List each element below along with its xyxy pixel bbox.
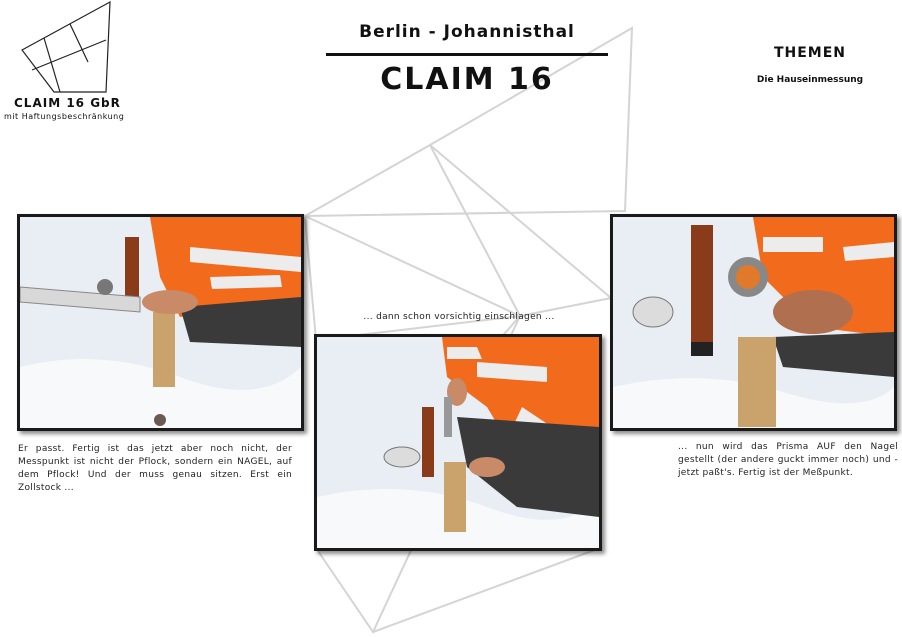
topic-link-hauseinmessung[interactable]: Die Hauseinmessung [756,75,864,85]
photo-middle [314,334,602,551]
claim16-logo-icon [18,0,114,96]
caption-middle: ... dann schon vorsichtig einschlagen ... [363,312,555,322]
caption-left: Er passt. Fertig ist das jetzt aber noch nicht, der Messpunkt ist nicht der Pflock, sondern ein NAGEL, auf dem Pflock! Und der muss genau sitzen. Erst ein Zollstock ... [18,444,292,493]
measuring-scene-image [20,217,301,428]
hammering-scene-image [317,337,599,548]
prism-scene-image [613,217,894,428]
logo-name: CLAIM 16 GbR [14,96,121,110]
title-divider [326,53,608,56]
site-name: Berlin - Johannisthal [359,22,575,42]
photo-right [610,214,897,431]
photo-left [17,214,304,431]
logo-subtitle: mit Haftungsbeschränkung [4,112,125,121]
topics-heading: THEMEN [773,45,847,61]
page-title: CLAIM 16 [380,62,554,97]
caption-right: ... nun wird das Prisma AUF den Nagel gestellt (der andere guckt immer noch) und - jetzt paßt's. Fertig ist der Meßpunkt. [678,442,898,478]
